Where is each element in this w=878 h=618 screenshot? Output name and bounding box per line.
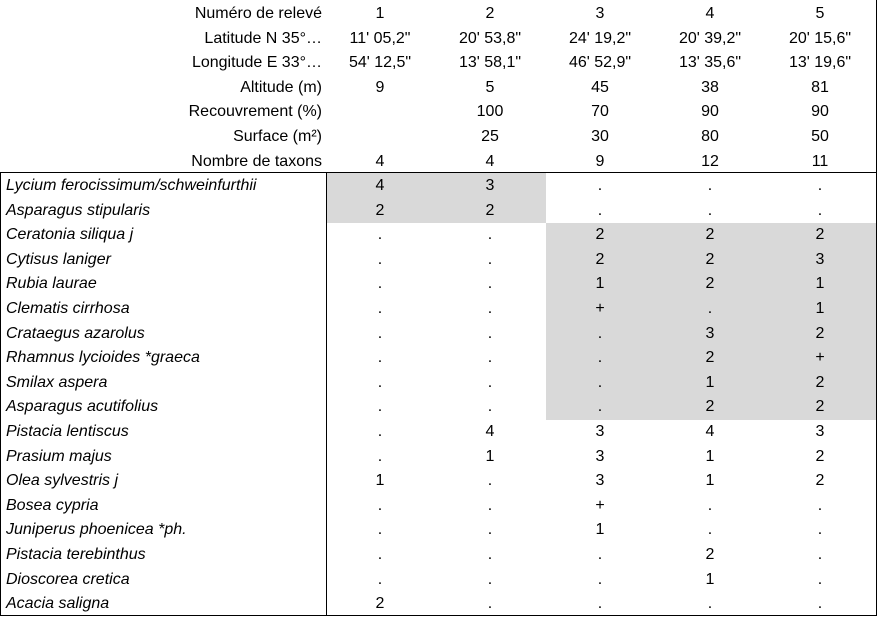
left-border xyxy=(0,172,1,616)
abundance-value-releve-2: . xyxy=(487,521,493,539)
species-name: Rubia laurae xyxy=(6,275,97,293)
abundance-value-releve-1: . xyxy=(377,570,383,588)
abundance-value-releve-4: . xyxy=(707,201,713,219)
abundance-value-releve-4: 2 xyxy=(705,250,715,268)
abundance-value-releve-3: . xyxy=(597,177,603,194)
abundance-value-releve-1: . xyxy=(377,521,383,539)
abundance-value-releve-1: . xyxy=(377,546,383,563)
abundance-value-releve-2: 1 xyxy=(485,447,495,465)
header-row xyxy=(0,99,878,124)
bottom-border xyxy=(0,615,877,616)
abundance-value-releve-5: . xyxy=(817,595,823,613)
species-row xyxy=(0,542,878,567)
header-value-releve-2: 4 xyxy=(485,152,495,170)
header-value-releve-2: 100 xyxy=(476,103,504,121)
species-row xyxy=(0,345,878,370)
header-value-releve-5: 13' 19,6" xyxy=(788,54,852,72)
header-value-releve-3: 45 xyxy=(591,78,609,96)
abundance-value-releve-1: . xyxy=(377,398,383,416)
abundance-value-releve-4: 2 xyxy=(705,275,715,293)
header-value-releve-1: 11' 05,2" xyxy=(349,29,411,47)
abundance-value-releve-5: 3 xyxy=(815,250,825,268)
header-value-releve-2: 2 xyxy=(485,5,495,22)
header-value-releve-2: 25 xyxy=(481,128,499,145)
species-row xyxy=(0,271,878,296)
header-value-releve-5: 50 xyxy=(811,128,829,145)
header-divider xyxy=(0,172,877,173)
abundance-value-releve-2: 3 xyxy=(485,177,495,194)
header-value-releve-4: 90 xyxy=(701,103,719,121)
header-row xyxy=(0,26,878,51)
abundance-value-releve-5: 3 xyxy=(815,423,825,440)
label-column-divider xyxy=(326,172,327,616)
right-border xyxy=(876,0,877,616)
abundance-value-releve-2: . xyxy=(487,472,493,490)
abundance-value-releve-1: 4 xyxy=(375,177,385,194)
abundance-value-releve-1: . xyxy=(377,275,383,293)
abundance-value-releve-1: 2 xyxy=(375,201,385,219)
header-value-releve-5: 11 xyxy=(811,152,829,170)
abundance-value-releve-1: . xyxy=(377,496,383,514)
abundance-value-releve-3: . xyxy=(597,398,603,416)
header-label: Nombre de taxons xyxy=(191,152,322,170)
species-name: Olea sylvestris j xyxy=(6,472,119,490)
abundance-value-releve-4: 2 xyxy=(705,226,715,244)
header-value-releve-3: 9 xyxy=(595,152,605,170)
species-row xyxy=(0,247,878,272)
abundance-value-releve-2: . xyxy=(487,570,493,588)
abundance-value-releve-3: . xyxy=(597,595,603,613)
abundance-value-releve-5: . xyxy=(817,177,823,194)
species-row xyxy=(0,321,878,346)
abundance-value-releve-3: . xyxy=(597,570,603,588)
species-name: Rhamnus lycioides *graeca xyxy=(6,349,200,367)
species-name: Pistacia lentiscus xyxy=(6,423,129,440)
species-name: Juniperus phoenicea *ph. xyxy=(6,521,187,539)
species-row xyxy=(0,468,878,493)
header-row xyxy=(0,50,878,75)
header-value-releve-5: 5 xyxy=(815,5,825,22)
abundance-value-releve-1: 1 xyxy=(375,472,385,490)
abundance-value-releve-3: 2 xyxy=(595,250,605,268)
abundance-value-releve-3: . xyxy=(597,201,603,219)
header-row xyxy=(0,124,878,149)
abundance-value-releve-2: 2 xyxy=(485,201,495,219)
header-value-releve-1 xyxy=(326,99,434,124)
abundance-value-releve-2: . xyxy=(487,349,493,367)
abundance-value-releve-5: . xyxy=(817,570,823,588)
species-name: Lycium ferocissimum/schweinfurthii xyxy=(6,177,257,194)
abundance-value-releve-5: 1 xyxy=(815,300,825,317)
abundance-value-releve-3: . xyxy=(597,546,603,563)
species-row xyxy=(0,493,878,518)
abundance-value-releve-4: 1 xyxy=(705,373,715,391)
species-row xyxy=(0,591,878,616)
header-value-releve-4: 38 xyxy=(701,78,719,96)
header-value-releve-4: 13' 35,6" xyxy=(678,54,742,72)
abundance-value-releve-5: 2 xyxy=(815,373,825,391)
abundance-value-releve-4: 1 xyxy=(705,447,715,465)
header-value-releve-3: 24' 19,2" xyxy=(568,29,632,47)
abundance-value-releve-3: . xyxy=(597,324,603,342)
header-value-releve-1 xyxy=(326,124,434,149)
abundance-value-releve-2: . xyxy=(487,595,493,613)
species-name: Clematis cirrhosa xyxy=(6,300,130,317)
abundance-value-releve-3: 3 xyxy=(595,472,605,490)
abundance-value-releve-3: 3 xyxy=(595,423,605,440)
abundance-value-releve-2: . xyxy=(487,275,493,293)
abundance-value-releve-4: 2 xyxy=(705,546,715,563)
abundance-value-releve-4: . xyxy=(707,177,713,194)
species-row xyxy=(0,517,878,542)
abundance-value-releve-1: . xyxy=(377,250,383,268)
abundance-value-releve-5: 2 xyxy=(815,472,825,490)
species-row xyxy=(0,444,878,469)
abundance-value-releve-2: . xyxy=(487,546,493,563)
header-value-releve-3: 30 xyxy=(591,128,609,145)
header-value-releve-4: 12 xyxy=(701,152,719,170)
header-value-releve-1: 4 xyxy=(375,152,385,170)
abundance-value-releve-4: . xyxy=(707,595,713,613)
header-label: Recouvrement (%) xyxy=(188,103,322,121)
abundance-value-releve-3: + xyxy=(595,496,605,514)
abundance-value-releve-2: . xyxy=(487,398,493,416)
abundance-value-releve-4: . xyxy=(707,521,713,539)
abundance-value-releve-3: 3 xyxy=(595,447,605,465)
header-value-releve-1: 54' 12,5" xyxy=(348,54,412,72)
species-row xyxy=(0,567,878,592)
header-value-releve-2: 20' 53,8" xyxy=(458,29,522,47)
header-value-releve-5: 81 xyxy=(811,78,829,96)
abundance-value-releve-3: 1 xyxy=(595,521,605,539)
abundance-value-releve-1: . xyxy=(377,447,383,465)
abundance-value-releve-2: . xyxy=(487,226,493,244)
abundance-value-releve-5: . xyxy=(817,546,823,563)
header-value-releve-5: 20' 15,6" xyxy=(788,29,852,47)
species-row xyxy=(0,173,878,198)
abundance-value-releve-1: . xyxy=(377,300,383,317)
species-row xyxy=(0,296,878,321)
abundance-value-releve-5: 2 xyxy=(815,447,825,465)
abundance-value-releve-4: 2 xyxy=(705,398,715,416)
abundance-value-releve-3: . xyxy=(597,349,603,367)
abundance-value-releve-4: 1 xyxy=(705,472,715,490)
header-label: Altitude (m) xyxy=(240,78,322,96)
header-label: Surface (m²) xyxy=(233,128,322,145)
abundance-value-releve-3: 1 xyxy=(595,275,605,293)
abundance-value-releve-5: 2 xyxy=(815,398,825,416)
header-value-releve-1: 1 xyxy=(375,5,385,22)
abundance-value-releve-2: . xyxy=(487,250,493,268)
abundance-value-releve-2: 4 xyxy=(485,423,495,440)
header-value-releve-4: 80 xyxy=(701,128,719,145)
species-name: Pistacia terebinthus xyxy=(6,546,146,563)
abundance-value-releve-1: . xyxy=(377,373,383,391)
header-label: Numéro de relevé xyxy=(194,5,322,22)
abundance-value-releve-2: . xyxy=(487,300,493,317)
abundance-value-releve-5: . xyxy=(817,521,823,539)
species-name: Acacia saligna xyxy=(6,595,110,613)
species-name: Cytisus laniger xyxy=(6,250,111,268)
header-value-releve-3: 70 xyxy=(591,103,609,121)
header-value-releve-3: 46' 52,9" xyxy=(568,54,632,72)
header-value-releve-5: 90 xyxy=(811,103,829,121)
abundance-value-releve-2: . xyxy=(487,496,493,514)
species-name: Asparagus acutifolius xyxy=(6,398,159,416)
abundance-value-releve-5: . xyxy=(817,496,823,514)
abundance-value-releve-5: 2 xyxy=(815,324,825,342)
abundance-value-releve-4: 2 xyxy=(705,349,715,367)
header-label: Longitude E 33°… xyxy=(191,54,322,72)
species-name: Asparagus stipularis xyxy=(6,201,151,219)
header-value-releve-2: 13' 58,1" xyxy=(458,54,522,72)
abundance-value-releve-2: . xyxy=(487,324,493,342)
species-row xyxy=(0,394,878,419)
abundance-value-releve-4: 4 xyxy=(705,423,715,440)
species-name: Smilax aspera xyxy=(6,373,108,391)
abundance-value-releve-3: + xyxy=(595,300,605,317)
header-value-releve-2: 5 xyxy=(485,78,495,96)
header-value-releve-4: 4 xyxy=(705,5,715,22)
species-row xyxy=(0,419,878,444)
header-value-releve-4: 20' 39,2" xyxy=(678,29,742,47)
header-row xyxy=(0,75,878,100)
abundance-value-releve-4: . xyxy=(707,300,713,317)
abundance-value-releve-1: . xyxy=(377,226,383,244)
species-name: Prasium majus xyxy=(6,447,112,465)
abundance-value-releve-1: . xyxy=(377,324,383,342)
abundance-value-releve-4: . xyxy=(707,496,713,514)
header-row xyxy=(0,1,878,26)
header-label: Latitude N 35°… xyxy=(204,29,322,47)
abundance-value-releve-3: 2 xyxy=(595,226,605,244)
species-name: Dioscorea cretica xyxy=(6,570,130,588)
abundance-value-releve-4: 1 xyxy=(705,570,715,588)
header-value-releve-3: 3 xyxy=(595,5,605,22)
abundance-value-releve-1: . xyxy=(377,349,383,367)
abundance-value-releve-5: + xyxy=(815,349,825,367)
header-row xyxy=(0,149,878,174)
abundance-value-releve-5: 1 xyxy=(815,275,825,293)
header-value-releve-1: 9 xyxy=(375,78,385,96)
species-row xyxy=(0,370,878,395)
species-name: Ceratonia siliqua j xyxy=(6,226,134,244)
species-name: Crataegus azarolus xyxy=(6,324,145,342)
species-row xyxy=(0,198,878,223)
abundance-value-releve-1: 2 xyxy=(375,595,385,613)
abundance-value-releve-2: . xyxy=(487,373,493,391)
abundance-value-releve-4: 3 xyxy=(705,324,715,342)
species-name: Bosea cypria xyxy=(6,496,99,514)
abundance-value-releve-3: . xyxy=(597,373,603,391)
abundance-value-releve-5: 2 xyxy=(815,226,825,244)
species-row xyxy=(0,222,878,247)
abundance-value-releve-5: . xyxy=(817,201,823,219)
abundance-value-releve-1: . xyxy=(377,423,383,440)
